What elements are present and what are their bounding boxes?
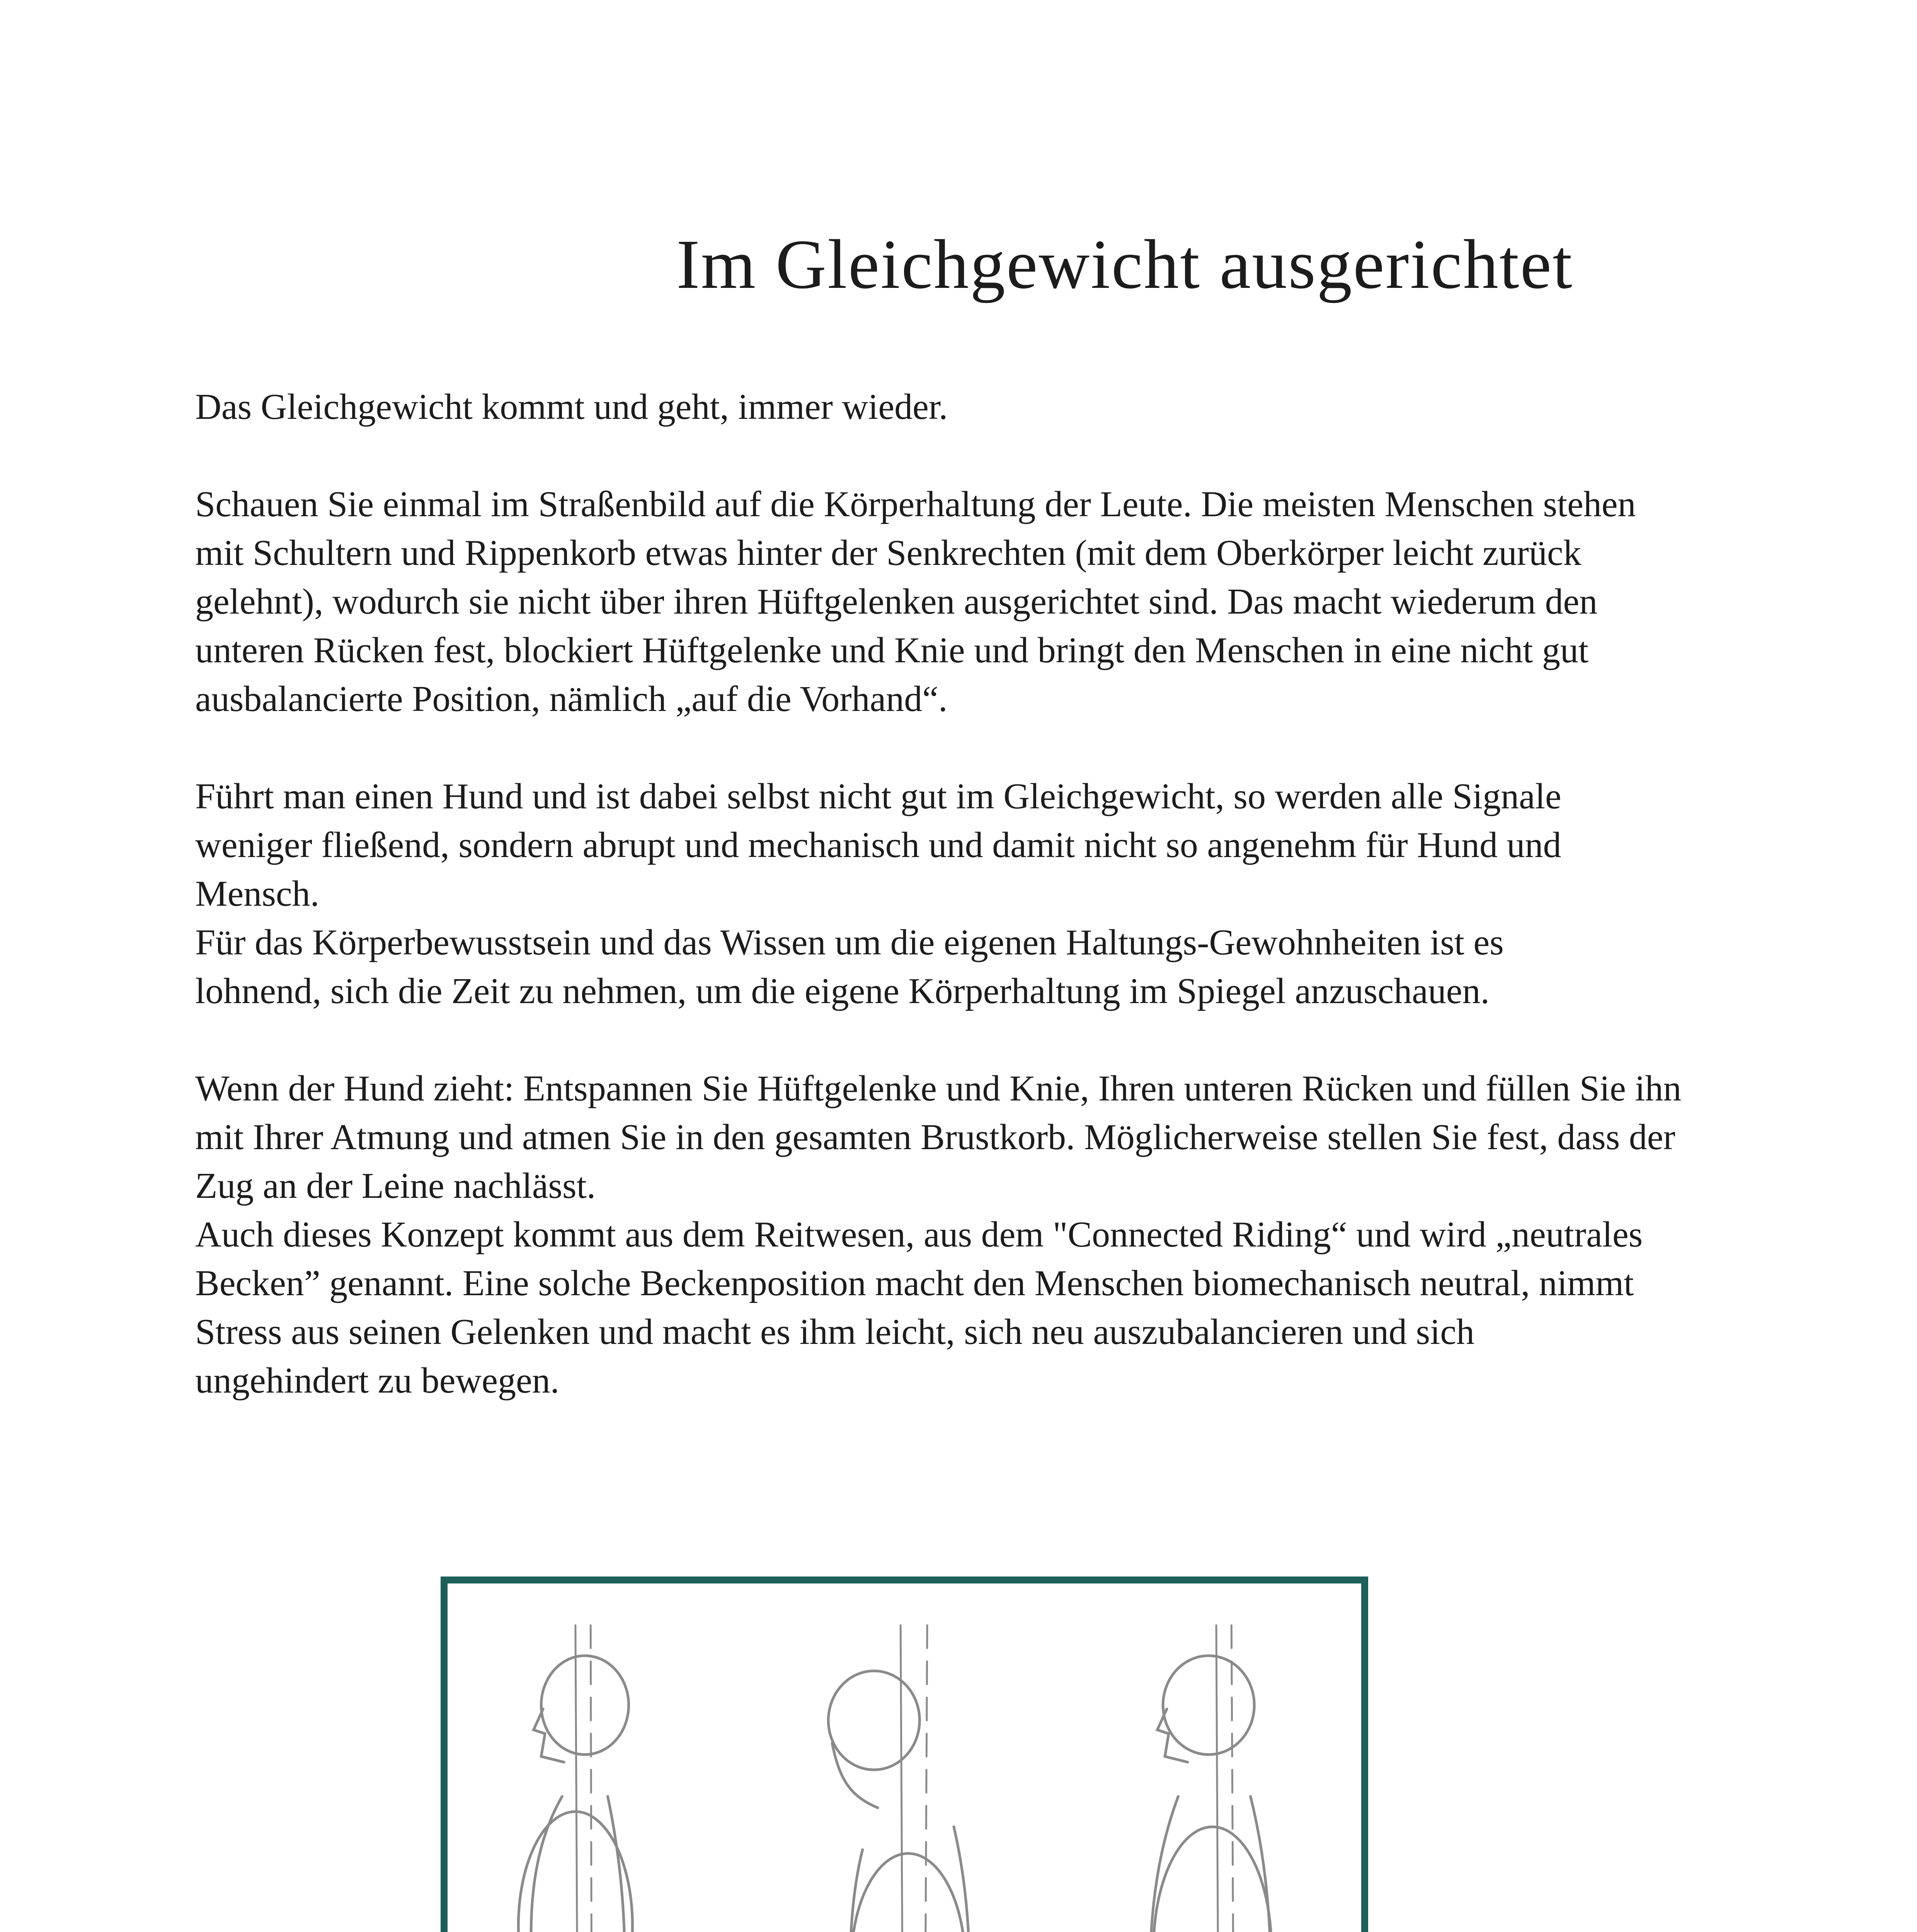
head-1 (541, 1656, 628, 1755)
body-text (195, 383, 1764, 1454)
plumb-line-2 (901, 1625, 904, 1932)
paragraph-intro: Das Gleichgewicht kommt und geht, immer wieder. (195, 387, 948, 427)
ribcage-3 (1154, 1827, 1272, 1932)
figure-backward (518, 1625, 632, 1932)
head-3 (1163, 1656, 1254, 1755)
torso-back-2 (954, 1827, 970, 1932)
figure-forward (760, 1625, 974, 1932)
face-1 (534, 1709, 564, 1762)
paragraph-mirror: Für das Körperbewusstsein und das Wissen um die eigenen Haltungs-Gewohnheiten ist es lohnend, sich die Zeit zu nehmen, um die eigene Körperhaltung im Spiegel anzuschauen. (195, 922, 1504, 1011)
reference-line-3 (1231, 1625, 1235, 1932)
reference-line-1 (591, 1625, 592, 1932)
ribcage-2 (851, 1854, 965, 1932)
torso-front-3 (1150, 1796, 1178, 1932)
plumb-line-1 (575, 1625, 579, 1932)
paragraph-neutral-pelvis: Auch dieses Konzept kommt aus dem Reitwesen, aus dem "Connected Riding“ und wird „neutrales Becken” genannt. Eine solche Beckenposition macht den Menschen biomechanisch neutral, nimmt Stress aus seinen Gelenken und macht es ihm leicht, sich neu auszubalancieren und sich ungehindert zu bewegen. (195, 1214, 1643, 1401)
page-title: Im Gleichgewicht ausgerichtet (676, 226, 1573, 303)
posture-illustration (441, 1577, 1368, 1932)
head-2 (828, 1671, 919, 1770)
figure-neutral (1102, 1625, 1272, 1932)
posture-sketch (448, 1583, 1361, 1932)
plumb-line-3 (1216, 1625, 1220, 1932)
paragraph-dog-signals: Führt man einen Hund und ist dabei selbst nicht gut im Gleichgewicht, so werden alle Signale weniger fließend, sondern abrupt und mechanisch und damit nicht so angenehm für Hund und Mensch. (195, 776, 1561, 914)
reference-line-2 (923, 1625, 927, 1932)
torso-front-2 (850, 1850, 866, 1932)
paragraph-posture: Schauen Sie einmal im Straßenbild auf die Körperhaltung der Leute. Die meisten Menschen stehen mit Schultern und Rippenkorb etwas hinter der Senkrechten (mit dem Oberkörper leicht zurück gelehnt), wodurch sie nicht über ihren Hüftgelenken ausgerichtet sind. Das macht wiederum den unteren Rücken fest, blockiert Hüftgelenke und Knie und bringt den Menschen in eine nicht gut ausbalancierte Position, nämlich „auf die Vorhand“. (195, 484, 1636, 719)
paragraph-dog-pulls: Wenn der Hund zieht: Entspannen Sie Hüftgelenke und Knie, Ihren unteren Rücken und füllen Sie ihn mit Ihrer Atmung und atmen Sie in den gesamten Brustkorb. Möglicherweise stellen Sie fest, dass der Zug an der Leine nachlässt. (195, 1068, 1682, 1206)
